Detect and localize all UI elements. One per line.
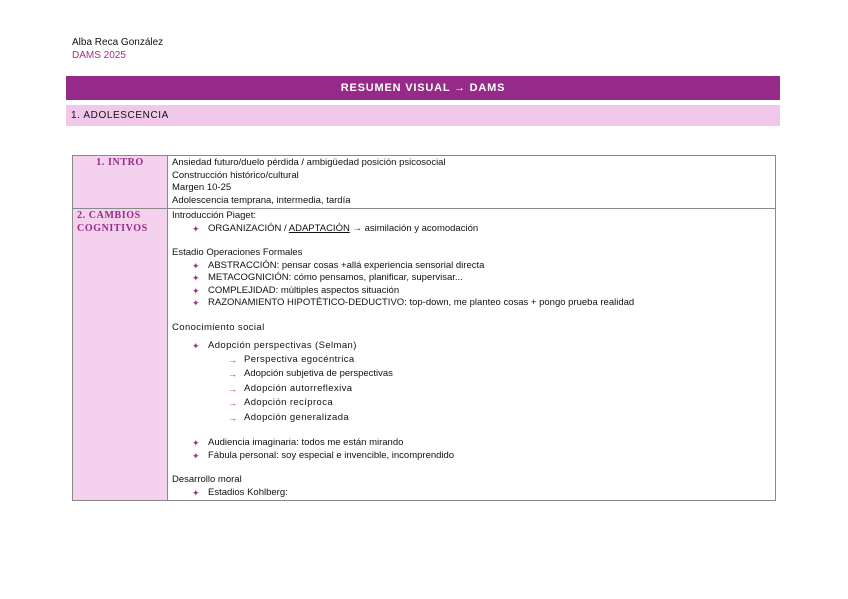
intro-line: Ansiedad futuro/duelo pérdida / ambigüedad posición psicosocial xyxy=(172,157,446,168)
star-bullet-icon: ✦ xyxy=(192,450,200,461)
intro-line: Margen 10-25 xyxy=(172,182,232,193)
selman-item: Adopción generalizada xyxy=(244,411,350,423)
star-bullet-icon: ✦ xyxy=(192,223,200,234)
section-heading xyxy=(66,105,780,126)
list-item xyxy=(172,297,771,310)
social-item: Audiencia imaginaria: todos me están mirando xyxy=(208,437,404,448)
author-name: Alba Reca González xyxy=(72,37,164,48)
sub-list-item xyxy=(172,411,771,426)
list-item xyxy=(172,450,771,463)
moral-title: Desarrollo moral xyxy=(172,474,242,485)
arrow-bullet-icon: → xyxy=(228,398,238,408)
intro-line: Adolescencia temprana, intermedia, tardía xyxy=(172,194,351,206)
star-bullet-icon: ✦ xyxy=(192,285,200,296)
table-row-cambios xyxy=(73,209,776,501)
piaget-intro: Introducción Piaget: xyxy=(172,210,256,221)
sub-list-item xyxy=(172,396,771,411)
summary-banner xyxy=(66,76,780,100)
sub-list-item xyxy=(172,382,771,397)
piaget-item-part: ORGANIZACIÓN / xyxy=(208,222,289,234)
course-name: DAMS 2025 xyxy=(72,50,126,61)
sub-list-item xyxy=(172,367,771,382)
formales-item: METACOGNICIÓN: cómo pensamos, planificar, supervisar... xyxy=(208,272,463,283)
social-item: Fábula personal: soy especial e invencible, incomprendido xyxy=(208,449,455,461)
arrow-bullet-icon: → xyxy=(228,412,238,423)
star-bullet-icon: ✦ xyxy=(192,260,200,271)
arrow-bullet-icon: → xyxy=(228,354,238,365)
row-label-cambios: 2. CAMBIOS COGNITIVOS xyxy=(73,209,168,501)
formales-title: Estadio Operaciones Formales xyxy=(172,247,303,258)
formales-item: ABSTRACCIÓN: pensar cosas +allá experiencia sensorial directa xyxy=(208,259,485,271)
piaget-item-part: → asimilación y acomodación xyxy=(349,222,479,234)
list-item xyxy=(172,487,771,500)
selman-item: Perspectiva egocéntrica xyxy=(244,353,355,365)
banner-title: RESUMEN VISUAL → DAMS xyxy=(340,82,506,94)
list-item xyxy=(172,223,771,236)
social-title: Conocimiento social xyxy=(172,321,265,333)
star-bullet-icon: ✦ xyxy=(192,438,200,448)
piaget-item-underlined: ADAPTACIÓN xyxy=(288,222,350,234)
arrow-bullet-icon: → xyxy=(228,369,237,379)
selman-item: Adopción subjetiva de perspectivas xyxy=(244,368,393,379)
list-item xyxy=(172,272,771,285)
row-content-intro xyxy=(168,156,776,209)
row-content-cambios xyxy=(168,209,776,501)
formales-item: RAZONAMIENTO HIPOTÉTICO-DEDUCTIVO: top-down, me planteo cosas + pongo prueba realidad xyxy=(208,297,635,308)
list-item xyxy=(172,285,771,298)
star-bullet-icon: ✦ xyxy=(192,341,200,351)
list-item xyxy=(172,437,771,450)
star-bullet-icon: ✦ xyxy=(192,487,200,498)
arrow-bullet-icon: → xyxy=(228,383,238,394)
selman-item: Adopción recíproca xyxy=(244,397,334,408)
selman-title: Adopción perspectivas (Selman) xyxy=(208,340,357,351)
summary-table xyxy=(72,155,776,501)
moral-item: Estadios Kohlberg: xyxy=(208,486,288,498)
sub-list-item xyxy=(172,353,771,368)
formales-item: COMPLEJIDAD: múltiples aspectos situación xyxy=(208,284,400,296)
intro-line: Construcción histórico/cultural xyxy=(172,169,299,181)
table-row-intro xyxy=(73,156,776,209)
star-bullet-icon: ✦ xyxy=(192,273,200,283)
star-bullet-icon: ✦ xyxy=(192,298,200,308)
row-label-intro: 1. INTRO xyxy=(73,156,168,209)
selman-item: Adopción autorreflexiva xyxy=(244,382,353,394)
list-item xyxy=(172,260,771,273)
list-item xyxy=(172,340,771,353)
section-title: 1. ADOLESCENCIA xyxy=(71,110,169,121)
